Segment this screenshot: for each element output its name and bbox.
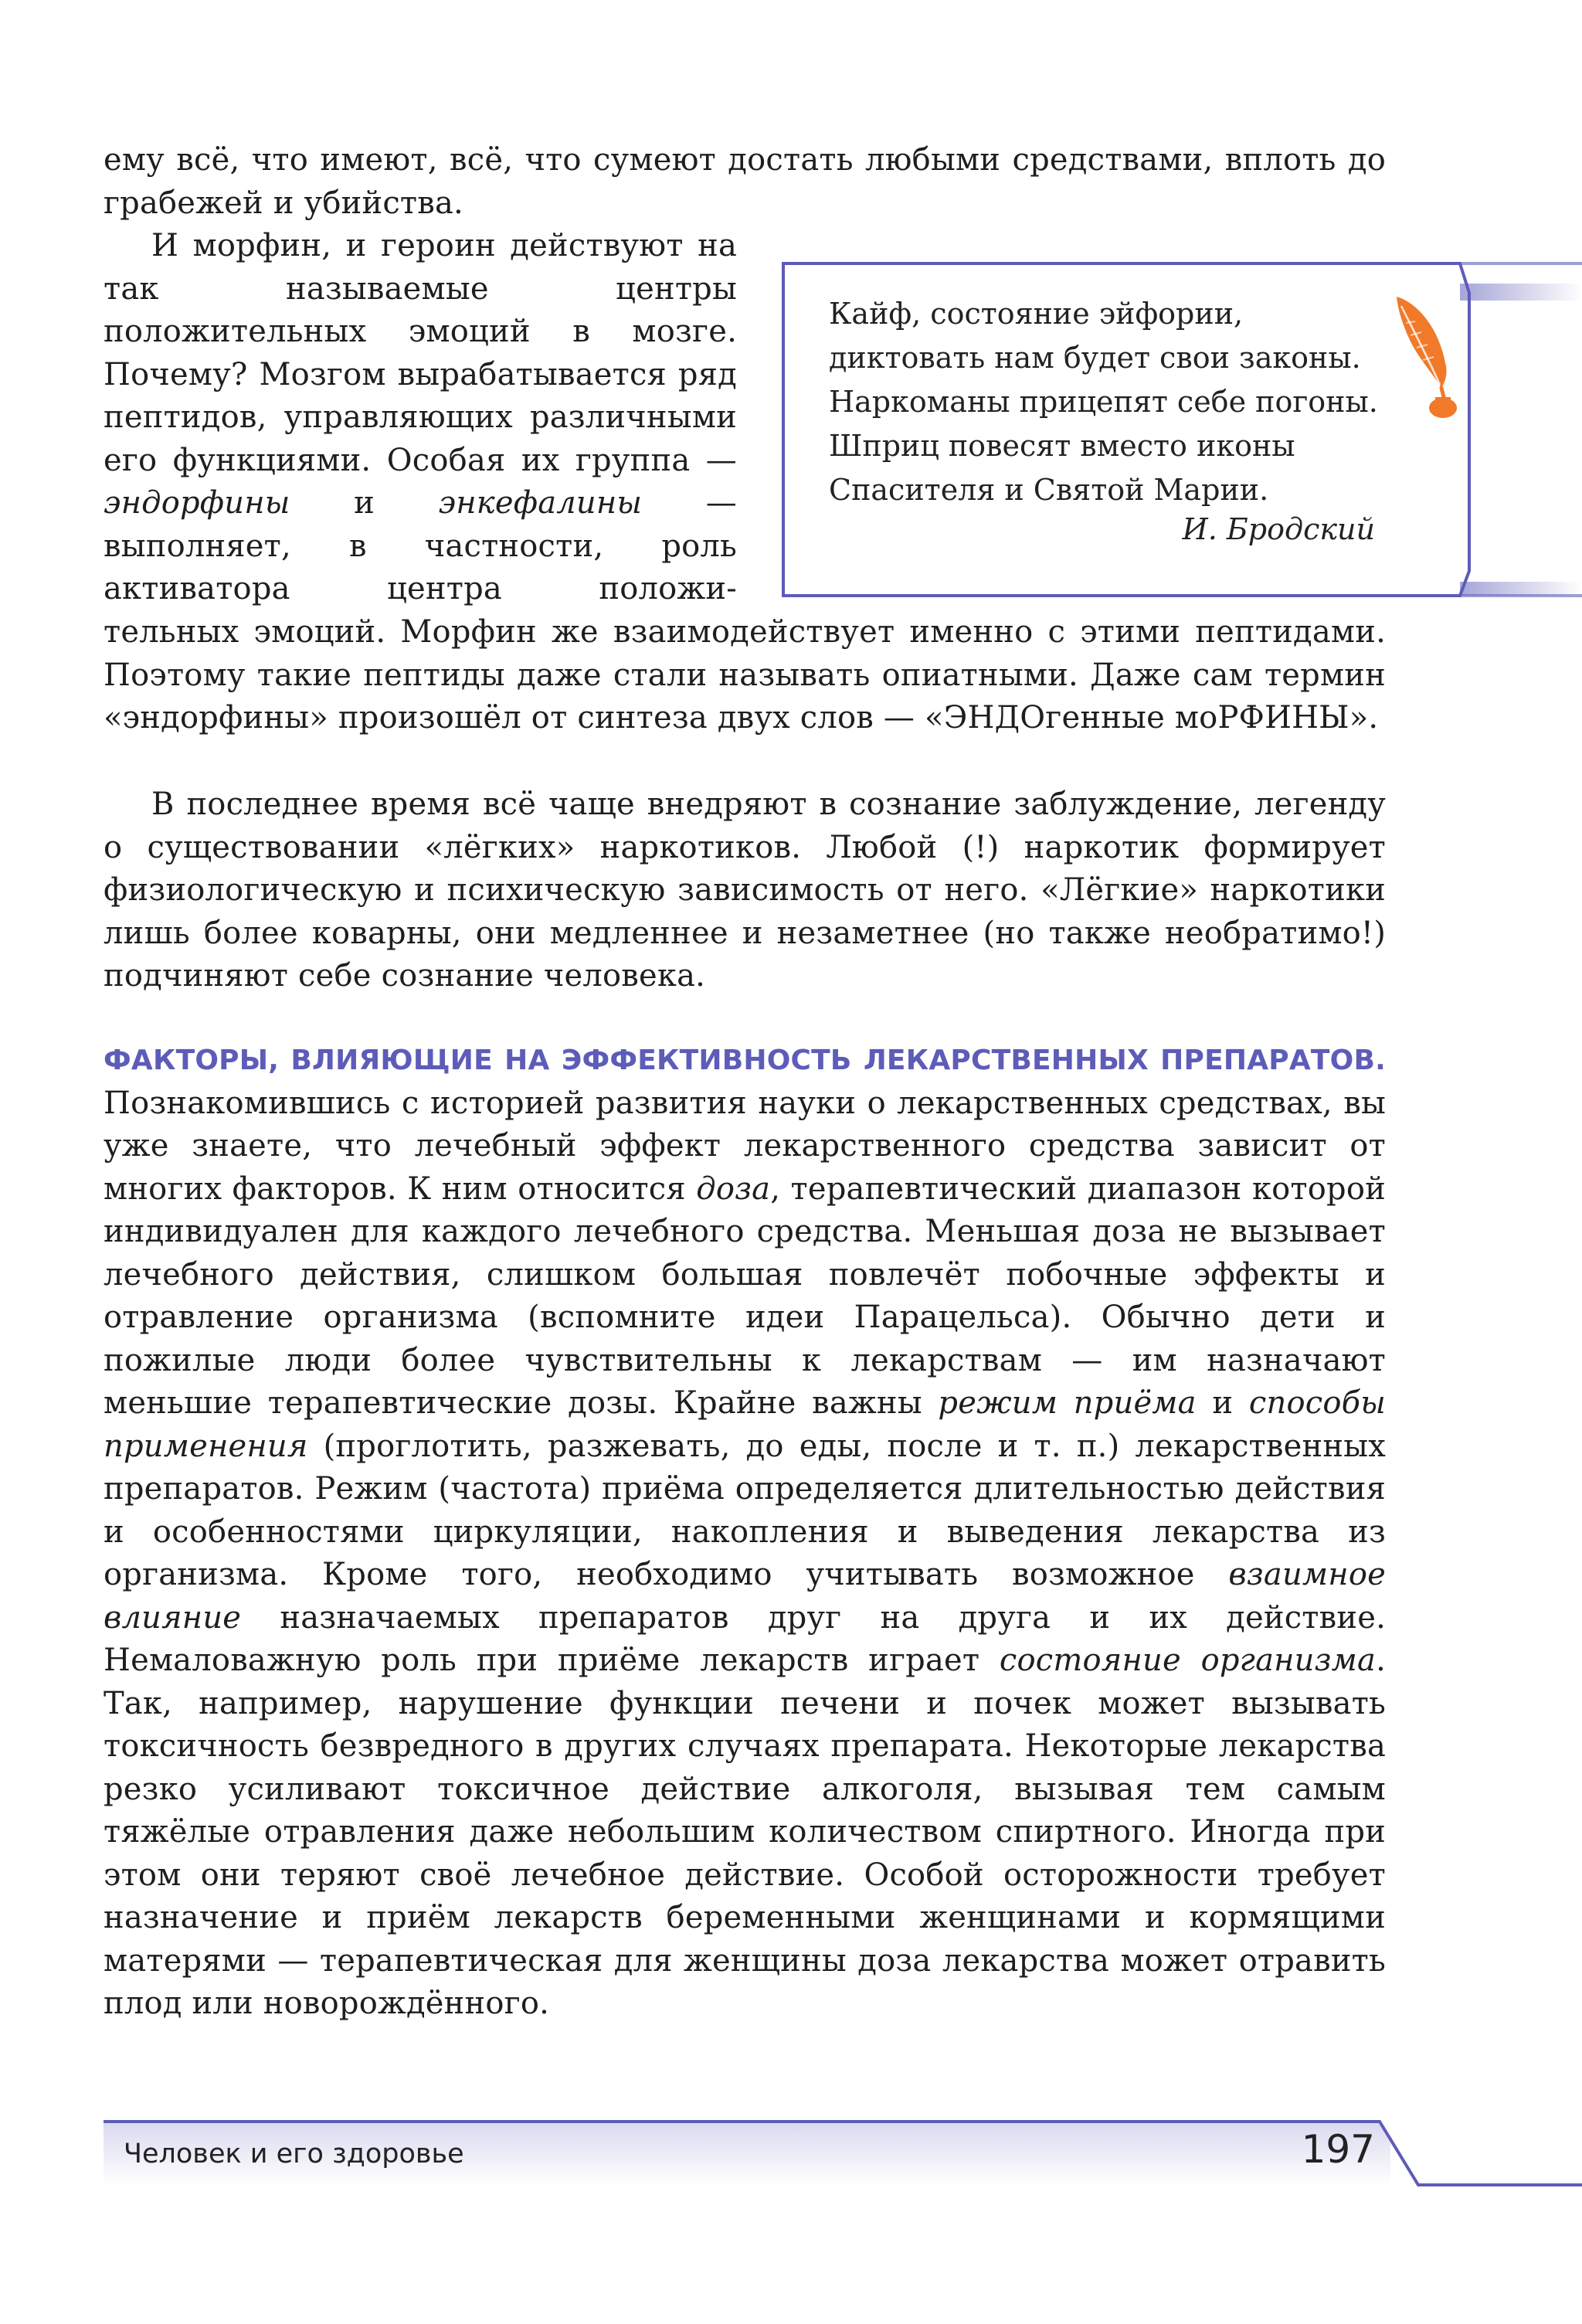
section-text-6: . Так, например, нарушение функции печени и почек может вызывать токсичность безвредного в других случаях препарата. Некоторые лекарства резко усиливают токсичное действие алкоголя, вызывая тем самым тяжёлые отравления даже небольшим количеством спиртного. Иногда при этом они теряют своё лечебное действие. Особой осторожности требует назначение и приём лекарств беременными женщинами и кормящими матерями — терапевтическая для женщины доза лекарства может отравить плод или новорождённого. [104,1643,1386,2021]
quill-pen-icon [1390,292,1460,423]
term-organism-state: состояние организма [999,1643,1377,1678]
section-heading: ФАКТОРЫ, ВЛИЯЮЩИЕ НА ЭФФЕКТИВНОСТЬ ЛЕКАРСТВЕННЫХ ПРЕПАРАТОВ. [104,1045,1386,1076]
section-text-1: Познакомившись с историей развития науки о лекарственных средствах, вы уже знаете, что лечебный эффект лекарственного средства зависит от многих факторов. К ним относится [104,1085,1386,1207]
section-text [104,1038,1386,2026]
footer-section-title: Человек и его здоровье [124,2139,464,2169]
paragraph-2-narrow [104,225,737,611]
quote-line: Спасителя и Святой Марии. [829,473,1269,507]
paragraph-1-text: ему всё, что имеют, всё, что сумеют достать любыми средствами, вплоть до грабежей и убийства. [104,142,1386,221]
term-methods: способы применения [104,1385,1386,1464]
quote-poem [829,292,1385,512]
term-dose: доза [696,1170,771,1207]
section-factors [104,1038,1386,2026]
paragraph-2-cont-text: тельных эмоций. Морфин же взаимодействует именно с этими пептидами. Поэтому такие пептиды даже стали называть опиатными. Даже сам термин «эндорфины» произошёл от синтеза двух слов — «ЭНДОгенные моРФИНЫ». [104,614,1386,736]
quote-line: диктовать нам будет свои законы. [829,341,1361,375]
paragraph-3 [104,783,1386,998]
paragraph-2-continuation [104,611,1386,740]
section-text-4: (проглотить, разжевать, до еды, после и т. п.) лекарственных препаратов. Режим (частота) приёма определяется длительностью действия и особенностями циркуляции, накопления и выведения лекарства из организма. Кроме того, необходимо учитывать возможное [104,1428,1386,1592]
page-number: 197 [1301,2127,1375,2172]
quote-line: Кайф, состояние эйфории, [829,297,1244,331]
paragraph-1 [104,139,1386,225]
term-enkephalins: энкефалины [438,485,643,521]
paragraph-2-text [104,225,737,611]
term-regimen: режим приёма [938,1385,1197,1421]
quote-author: И. Бродский [1182,512,1375,546]
quote-line: Наркоманы прицепят себе погоны. [829,385,1378,419]
section-text-2: , терапевтический диапазон которой индивидуален для каждого лечебного средства. Меньшая доза не вызывает лечебного действия, слишком большая повлечёт побочные эффекты и отравление организма (вспомните идеи Парацельса). Обычно дети и пожилые люди более чувствительны к лекарствам — им назначают меньшие терапевтические дозы. Крайне важны [104,1170,1386,1421]
paragraph-3-text: В последнее время всё чаще внедряют в сознание заблуждение, легенду о существовании «лёгких» наркотиков. Любой (!) наркотик формирует физиологическую и психическую зависимость от него. «Лёгкие» наркотики лишь более коварны, они медленнее и незаметнее (но также необратимо!) подчиняют себе сознание человека. [104,787,1386,994]
paragraph-2-part-a: И морфин, и героин действуют на так называемые центры положительных эмоций в мозге. Почему? Мозгом вырабатывается ряд пептидов, управляющих различными его функциями. Особая их группа — [104,228,737,478]
section-text-5: назначаемых препаратов друг на друга и их действие. Немаловажную роль при приёме лекарств играет [104,1599,1386,1678]
quote-line: Шприц повесят вместо иконы [829,429,1295,463]
section-text-3: и [1196,1385,1249,1421]
paragraph-2-part-c: — выполняет, в частности, роль активатора центра положи- [104,485,737,606]
term-endorphins: эндорфины [104,485,290,521]
term-interaction: взаимное влияние [104,1557,1386,1636]
paragraph-2-part-b: и [290,485,439,521]
